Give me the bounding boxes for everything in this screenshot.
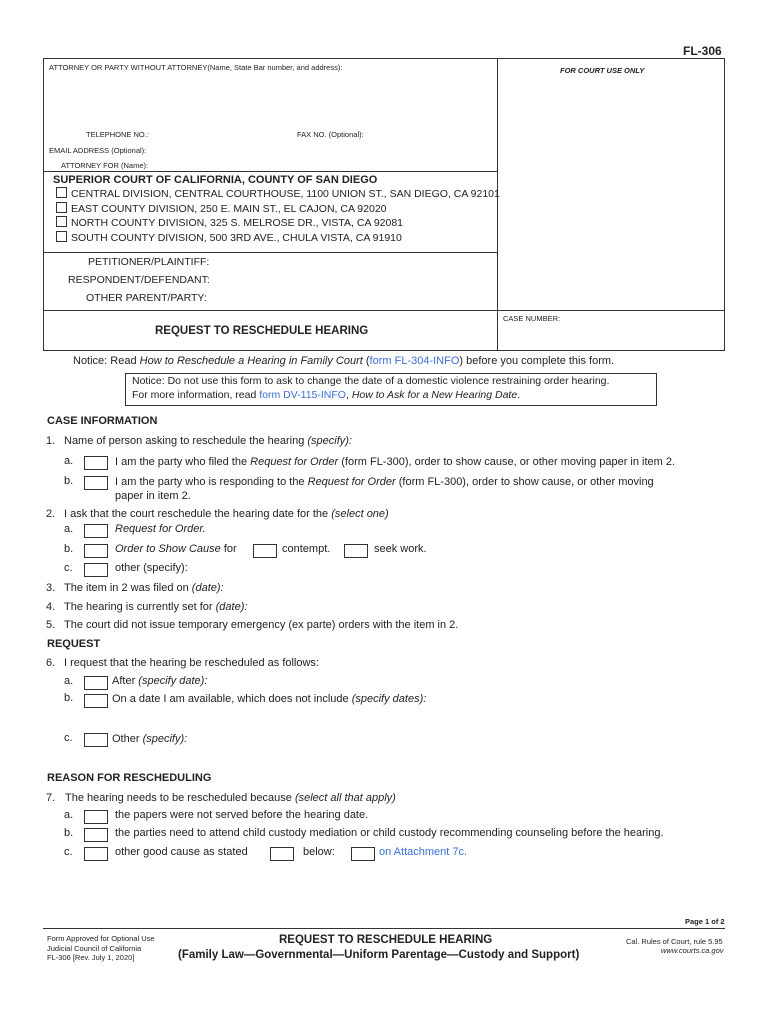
page-number: Page 1 of 2 [685,917,725,926]
footer-rule [43,928,725,929]
item7c-checkbox[interactable] [84,847,108,861]
caption-hline-2 [43,252,497,253]
item2b-checkbox[interactable] [84,544,108,558]
item6c-text: Other (specify): [112,733,188,745]
item3-num: 3. [46,582,56,594]
item7a-text: the papers were not served before the hearing date. [115,809,369,821]
item5-num: 5. [46,619,56,631]
item1a-checkbox[interactable] [84,456,108,470]
item5-text: The court did not issue temporary emergency (ex parte) orders with the item in 2. [64,619,459,631]
footer-subtitle: (Family Law—Governmental—Uniform Parentage—Custody and Support) [178,949,580,961]
item1b-text: I am the party who is responding to the Request for Order (form FL-300), order to show cause, or other moving [115,476,654,488]
item2b-text: Order to Show Cause for [115,543,237,555]
item6-num: 6. [46,657,56,669]
petitioner-label: PETITIONER/PLAINTIFF: [88,256,210,268]
court-use-label: FOR COURT USE ONLY [560,66,645,75]
caption-top-border [43,58,725,59]
court-title: SUPERIOR COURT OF CALIFORNIA, COUNTY OF SAN DIEGO [53,174,378,186]
telephone-label: TELEPHONE NO.: [86,130,149,139]
division-checkbox[interactable] [56,231,67,242]
dv-notice-line2: For more information, read form DV-115-INFO, How to Ask for a New Hearing Date. [132,389,521,401]
attorney-label: ATTORNEY OR PARTY WITHOUT ATTORNEY(Name, State Bar number, and address): [49,63,343,72]
item2-text: I ask that the court reschedule the hearing date for the (select one) [64,508,389,520]
contempt-text: contempt. [282,543,331,555]
item1a-letter: a. [64,455,74,467]
seek-work-checkbox[interactable] [344,544,368,558]
division-central: CENTRAL DIVISION, CENTRAL COURTHOUSE, 1100 UNION ST., SAN DIEGO, CA 92101 [56,187,500,202]
division-north: NORTH COUNTY DIVISION, 325 S. MELROSE DR., VISTA, CA 92081 [56,216,500,231]
division-checkbox[interactable] [56,187,67,198]
contempt-checkbox[interactable] [253,544,277,558]
below-checkbox[interactable] [270,847,294,861]
item1b-letter: b. [64,475,74,487]
item7a-checkbox[interactable] [84,810,108,824]
dv-115-info-link[interactable]: form DV-115-INFO [259,389,346,401]
case-number-label: CASE NUMBER: [503,314,561,323]
item7c-text: other good cause as stated [115,846,248,858]
dv-notice-line1: Notice: Do not use this form to ask to change the date of a domestic violence restraining order hearing. [132,375,610,387]
item6a-letter: a. [64,675,74,687]
division-south: SOUTH COUNTY DIVISION, 500 3RD AVE., CHULA VISTA, CA 91910 [56,231,500,246]
item6c-letter: c. [64,732,73,744]
division-list [56,187,500,245]
item2a-text: Request for Order. [115,523,206,535]
item1-text: Name of person asking to reschedule the hearing (specify): [64,435,353,447]
reason-heading: REASON FOR RESCHEDULING [47,772,212,784]
item1-num: 1. [46,435,56,447]
item6a-text: After (specify date): [112,675,208,687]
below-text: below: [303,846,335,858]
item7-num: 7. [46,792,56,804]
item7b-checkbox[interactable] [84,828,108,842]
division-checkbox[interactable] [56,216,67,227]
footer-title: REQUEST TO RESCHEDULE HEARING [279,934,493,946]
request-heading: REQUEST [47,638,101,650]
caption-hline-3 [43,310,725,311]
footer-rules: Cal. Rules of Court, rule 5.95 [626,937,723,946]
item7c-letter: c. [64,846,73,858]
item6b-letter: b. [64,692,74,704]
item7a-letter: a. [64,809,74,821]
item4-text: The hearing is currently set for (date): [64,601,248,613]
item3-text: The item in 2 was filed on (date): [64,582,224,594]
item1a-text: I am the party who filed the Request for Order (form FL-300), order to show cause, or other moving paper in item 2. [115,456,676,468]
seek-work-text: seek work. [374,543,427,555]
attorney-for-label: ATTORNEY FOR (Name): [61,161,149,170]
item1b-line2: paper in item 2. [115,490,191,502]
caption-bottom-border [43,350,725,351]
item6b-checkbox[interactable] [84,694,108,708]
item2c-text: other (specify): [115,562,188,574]
notice-line: Notice: Read How to Reschedule a Hearing in Family Court (form FL-304-INFO) before you complete this form. [73,355,615,367]
item2c-checkbox[interactable] [84,563,108,577]
form-id: FL-306 [683,44,722,58]
footer-approval: Form Approved for Optional Use Judicial Council of California FL-306 [Rev. July 1, 2020] [47,934,155,962]
footer-site[interactable]: www.courts.ca.gov [661,946,724,955]
item6b-text: On a date I am available, which does not include (specify dates): [112,693,427,705]
attachment-checkbox[interactable] [351,847,375,861]
respondent-label: RESPONDENT/DEFENDANT: [68,274,210,286]
case-info-heading: CASE INFORMATION [47,415,158,427]
attachment-7c-link[interactable]: on Attachment 7c. [379,846,468,858]
item6c-checkbox[interactable] [84,733,108,747]
caption-right-border [724,58,725,350]
caption-left-border [43,58,44,350]
caption-hline-1 [43,171,497,172]
item6a-checkbox[interactable] [84,676,108,690]
item2a-checkbox[interactable] [84,524,108,538]
caption-title: REQUEST TO RESCHEDULE HEARING [155,325,369,337]
division-checkbox[interactable] [56,202,67,213]
item2c-letter: c. [64,562,73,574]
item6-text: I request that the hearing be rescheduled as follows: [64,657,319,669]
fax-label: FAX NO. (Optional): [297,130,364,139]
item7b-letter: b. [64,827,74,839]
item2b-letter: b. [64,543,74,555]
division-east: EAST COUNTY DIVISION, 250 E. MAIN ST., EL CAJON, CA 92020 [56,202,500,217]
other-parent-label: OTHER PARENT/PARTY: [86,292,207,304]
item2a-letter: a. [64,523,74,535]
item7-text: The hearing needs to be rescheduled because (select all that apply) [65,792,396,804]
item7b-text: the parties need to attend child custody mediation or child custody recommending counseling before the hearing. [115,827,664,839]
email-label: EMAIL ADDRESS (Optional): [49,146,147,155]
fl-304-info-link[interactable]: form FL-304-INFO [369,355,460,367]
item2-num: 2. [46,508,56,520]
item4-num: 4. [46,601,56,613]
item1b-checkbox[interactable] [84,476,108,490]
